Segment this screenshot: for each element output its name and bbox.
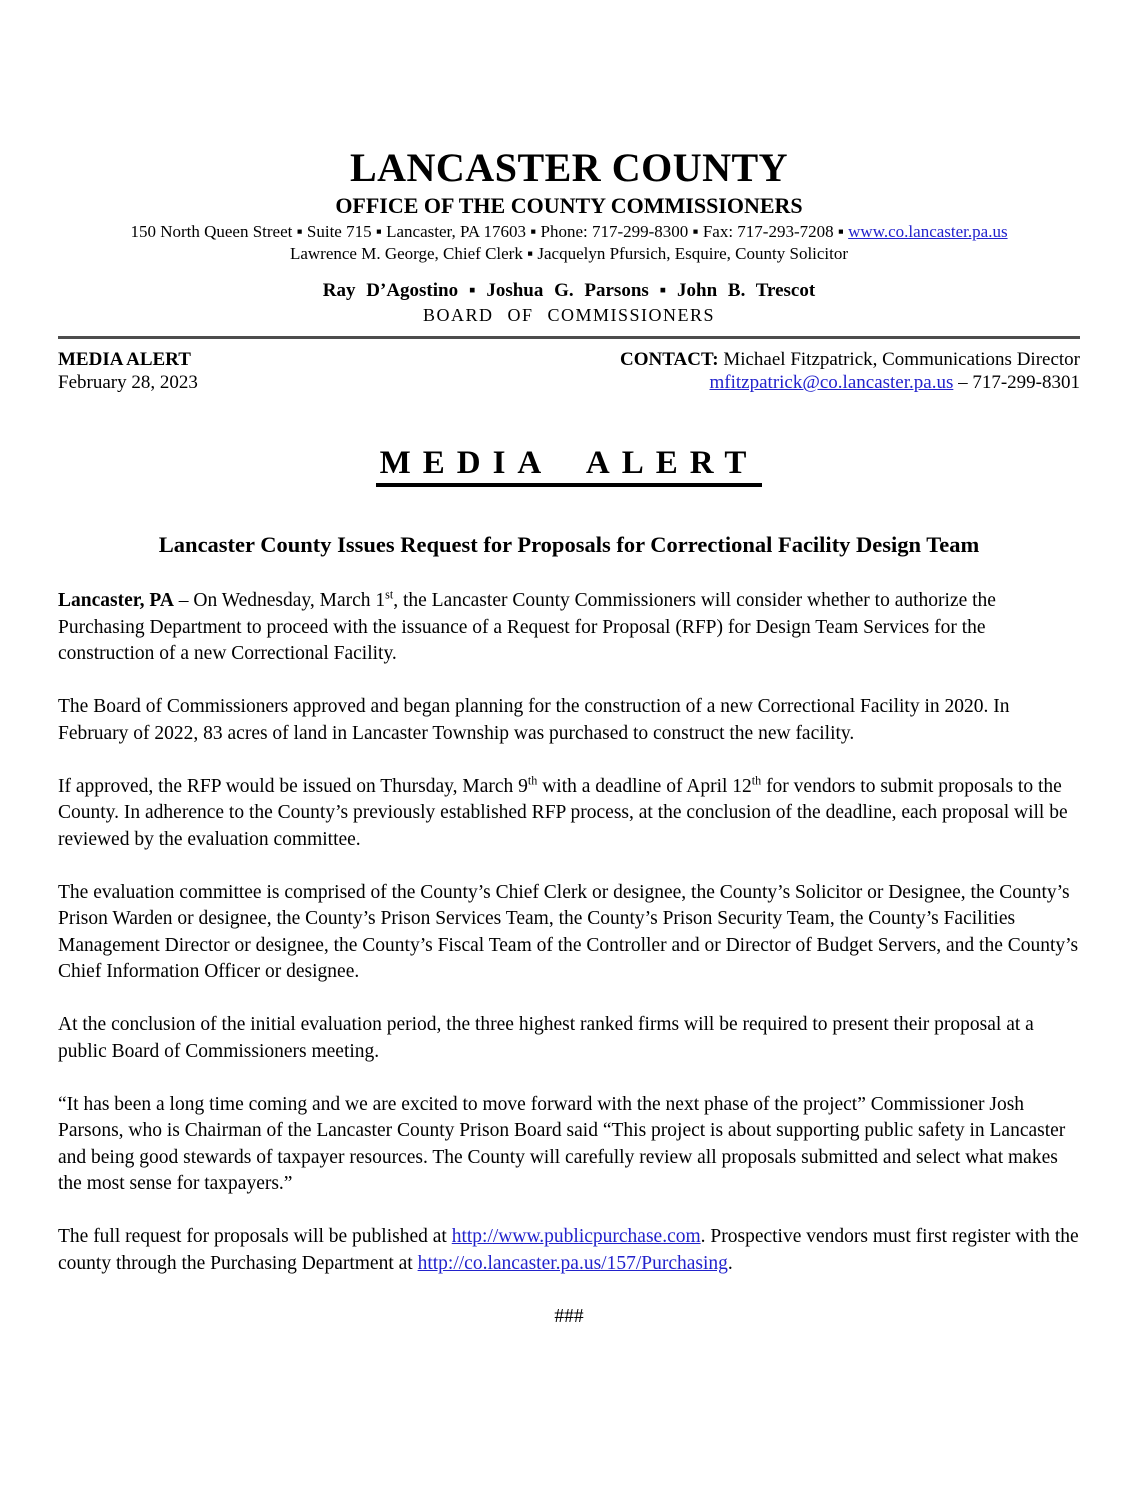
contact-email-link[interactable]: mfitzpatrick@co.lancaster.pa.us bbox=[709, 372, 954, 394]
contact-email-line bbox=[620, 371, 1080, 394]
commissioners-names: Ray D’Agostino ▪ Joshua G. Parsons ▪ John B. Trescot bbox=[322, 279, 816, 301]
alert-meta-left bbox=[58, 348, 198, 394]
paragraph-1 bbox=[58, 588, 1080, 668]
board-of-commissioners-label: BOARD OF COMMISSIONERS bbox=[422, 304, 716, 325]
publicpurchase-link[interactable]: http://www.publicpurchase.com bbox=[451, 1226, 701, 1248]
letterhead bbox=[58, 146, 1080, 326]
paragraph-1-text: – On Wednesday, March 1 bbox=[173, 590, 386, 612]
dateline: Lancaster, PA bbox=[58, 590, 174, 612]
ordinal-suffix: th bbox=[751, 773, 762, 788]
paragraph-6: “It has been a long time coming and we are excited to move forward with the next phase of the project” Commissioner Josh Parsons, who is Chairman of the Lancaster County Prison Board said “This project is about supporting public safety in Lancaster and being good stewards of taxpayer resources. The County will carefully review all proposals submitted and select what makes the most sense for taxpayers.” bbox=[58, 1093, 1066, 1195]
paragraph-7-text-cont: . Prospective vendors must first register with the county through the Purchasing Department at bbox=[58, 1226, 1079, 1274]
paragraph-2: The Board of Commissioners approved and began planning for the construction of a new Correctional Facility in 2020. In February of 2022, 83 acres of land in Lancaster Township was purchased to construct the new facility. bbox=[58, 696, 1010, 744]
end-of-release-marks: ### bbox=[554, 1305, 584, 1327]
paragraph-4: The evaluation committee is comprised of the County’s Chief Clerk or designee, the County’s Solicitor or Designee, the County’s Prison Warden or designee, the County’s Prison Services Team, the County’s Prison Security Team, the County’s Facilities Management Director or designee, the County’s Fiscal Team of the Controller and or Director of Budget Servers, and the County’s Chief Information Officer or designee. bbox=[58, 881, 1079, 983]
headline: Lancaster County Issues Request for Proposals for Correctional Facility Design Team bbox=[158, 532, 980, 558]
header-divider bbox=[58, 336, 1080, 339]
county-website-link[interactable]: www.co.lancaster.pa.us bbox=[848, 222, 1008, 242]
purchasing-dept-link[interactable]: http://co.lancaster.pa.us/157/Purchasing bbox=[417, 1252, 728, 1274]
paragraph-1-text-cont: , the Lancaster County Commissioners will consider whether to authorize the Purchasing Department to proceed with the issuance of a Request for Proposal (RFP) for Design Team Services for the construction of a new Correctional Facility. bbox=[58, 590, 996, 665]
office-title: OFFICE OF THE COUNTY COMMISSIONERS bbox=[335, 193, 803, 218]
paragraph-3-text-cont: with a deadline of April 12 bbox=[537, 775, 752, 797]
org-name: LANCASTER COUNTY bbox=[349, 145, 789, 190]
contact-label: CONTACT: bbox=[620, 349, 719, 371]
clerk-solicitor-line: Lawrence M. George, Chief Clerk ▪ Jacquelyn Pfursich, Esquire, County Solicitor bbox=[289, 243, 849, 263]
paragraph-7 bbox=[58, 1224, 1080, 1277]
contact-line bbox=[620, 348, 1080, 371]
contact-name: Michael Fitzpatrick, Communications Director bbox=[718, 349, 1080, 371]
paragraph-3-text: If approved, the RFP would be issued on Thursday, March 9 bbox=[58, 775, 528, 797]
ordinal-suffix: th bbox=[527, 773, 538, 788]
paragraph-7-text-end: . bbox=[727, 1252, 733, 1274]
alert-meta-contact bbox=[620, 348, 1080, 394]
release-date: February 28, 2023 bbox=[58, 372, 198, 394]
paragraph-7-text: The full request for proposals will be published at bbox=[58, 1226, 452, 1248]
paragraph-3-text-end: for vendors to submit proposals to the County. In adherence to the County’s previously established RFP process, at the conclusion of the deadline, each proposal will be reviewed by the evaluation committee. bbox=[58, 775, 1068, 850]
address-line bbox=[58, 221, 1080, 242]
address-text: 150 North Queen Street ▪ Suite 715 ▪ Lancaster, PA 17603 ▪ Phone: 717-299-8300 ▪ Fax: 717-293-7208 ▪ bbox=[130, 222, 849, 242]
media-alert-title: MEDIA ALERT bbox=[376, 445, 763, 488]
body-copy bbox=[58, 588, 1080, 1330]
contact-phone: – 717-299-8301 bbox=[953, 372, 1080, 394]
media-alert-title-wrap bbox=[58, 445, 1080, 488]
paragraph-5: At the conclusion of the initial evaluation period, the three highest ranked firms will be required to present their proposal at a public Board of Commissioners meeting. bbox=[58, 1014, 1034, 1062]
media-alert-label: MEDIA ALERT bbox=[58, 349, 191, 371]
alert-meta-row bbox=[58, 348, 1080, 394]
ordinal-suffix: st bbox=[385, 587, 394, 602]
paragraph-3 bbox=[58, 774, 1080, 854]
